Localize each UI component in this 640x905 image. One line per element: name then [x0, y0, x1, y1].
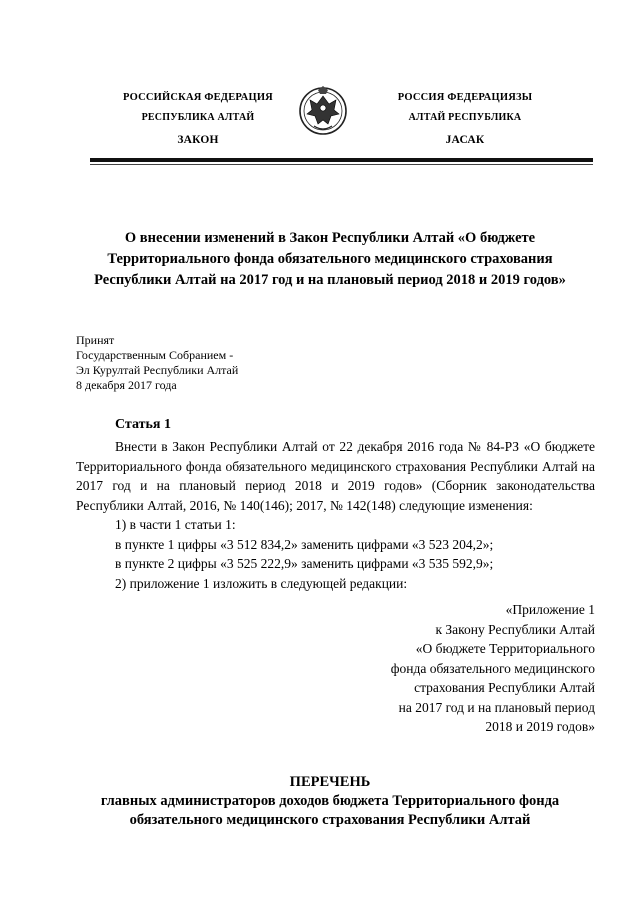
article-item: 2) приложение 1 изложить в следующей редакции: [115, 575, 408, 591]
article-subitem: в пункте 2 цифры «3 525 222,9» заменить цифрами «3 535 592,9»; [115, 556, 494, 571]
appendix-line: страхования Республики Алтай [414, 680, 595, 695]
appendix-reference [391, 600, 595, 737]
appendix-line: 2018 и 2019 годов» [485, 719, 595, 734]
header-left-block [93, 92, 303, 146]
header-left-country: РОССИЙСКАЯ ФЕДЕРАЦИЯ [123, 92, 273, 103]
list-subtitle-line: обязательного медицинского страхования Республики Алтай [129, 812, 531, 828]
law-title-line: Территориального фонда обязательного медицинского страхования [107, 251, 553, 267]
header-divider-thick [90, 158, 593, 162]
law-title [70, 228, 590, 291]
header-left-republic: РЕСПУБЛИКА АЛТАЙ [141, 112, 255, 123]
adoption-line: Эл Курултай Республики Алтай [76, 363, 239, 377]
article-subitem: в пункте 1 цифры «3 512 834,2» заменить цифрами «3 523 204,2»; [115, 536, 494, 552]
list-heading: ПЕРЕЧЕНЬ [289, 774, 371, 790]
adoption-line: Принят [76, 333, 115, 347]
coat-of-arms-icon [298, 82, 348, 140]
law-title-line: Республики Алтай на 2017 год и на плановый период 2018 и 2019 годов» [94, 272, 566, 288]
header-right-republic: АЛТАЙ РЕСПУБЛИКА [408, 112, 522, 123]
appendix-line: на 2017 год и на плановый период [398, 699, 595, 715]
header-right-doc-type: JАСАК [445, 134, 485, 146]
appendix-line: фонда обязательного медицинского [390, 660, 595, 676]
article-body [76, 437, 595, 593]
article-item: 1) в части 1 статьи 1: [115, 517, 236, 532]
appendix-line: к Закону Республики Алтай [435, 621, 595, 637]
article-paragraph: Внести в Закон Республики Алтай от 22 декабря 2016 года № 84-РЗ «О бюджете Территориального фонда обязательного медицинского страхования Республики Алтай на 2017 год и на плановый период 2018 и 2019 годов» (Сборник законодательства Республики Алтай, 2016, № 140(146); 2017, № 142(148) следующие изменения: [76, 439, 595, 513]
header-divider-thin [90, 164, 593, 165]
appendix-line: «Приложение 1 [505, 602, 595, 617]
list-subtitle-line: главных администраторов доходов бюджета Территориального фонда [100, 793, 560, 809]
adoption-date: 8 декабря 2017 года [76, 378, 177, 392]
list-title [60, 773, 600, 830]
header-right-country: РОССИЯ ФЕДЕРАЦИЯЗЫ [397, 92, 533, 103]
document-header [0, 0, 640, 165]
header-left-doc-type: ЗАКОН [177, 134, 219, 146]
article-heading: Статья 1 [115, 417, 171, 432]
adoption-block [76, 333, 238, 393]
appendix-line: «О бюджете Территориального [415, 641, 595, 656]
law-title-line: О внесении изменений в Закон Республики Алтай «О бюджете [124, 230, 536, 246]
header-right-block [360, 92, 570, 146]
adoption-line: Государственным Собранием - [76, 348, 234, 362]
